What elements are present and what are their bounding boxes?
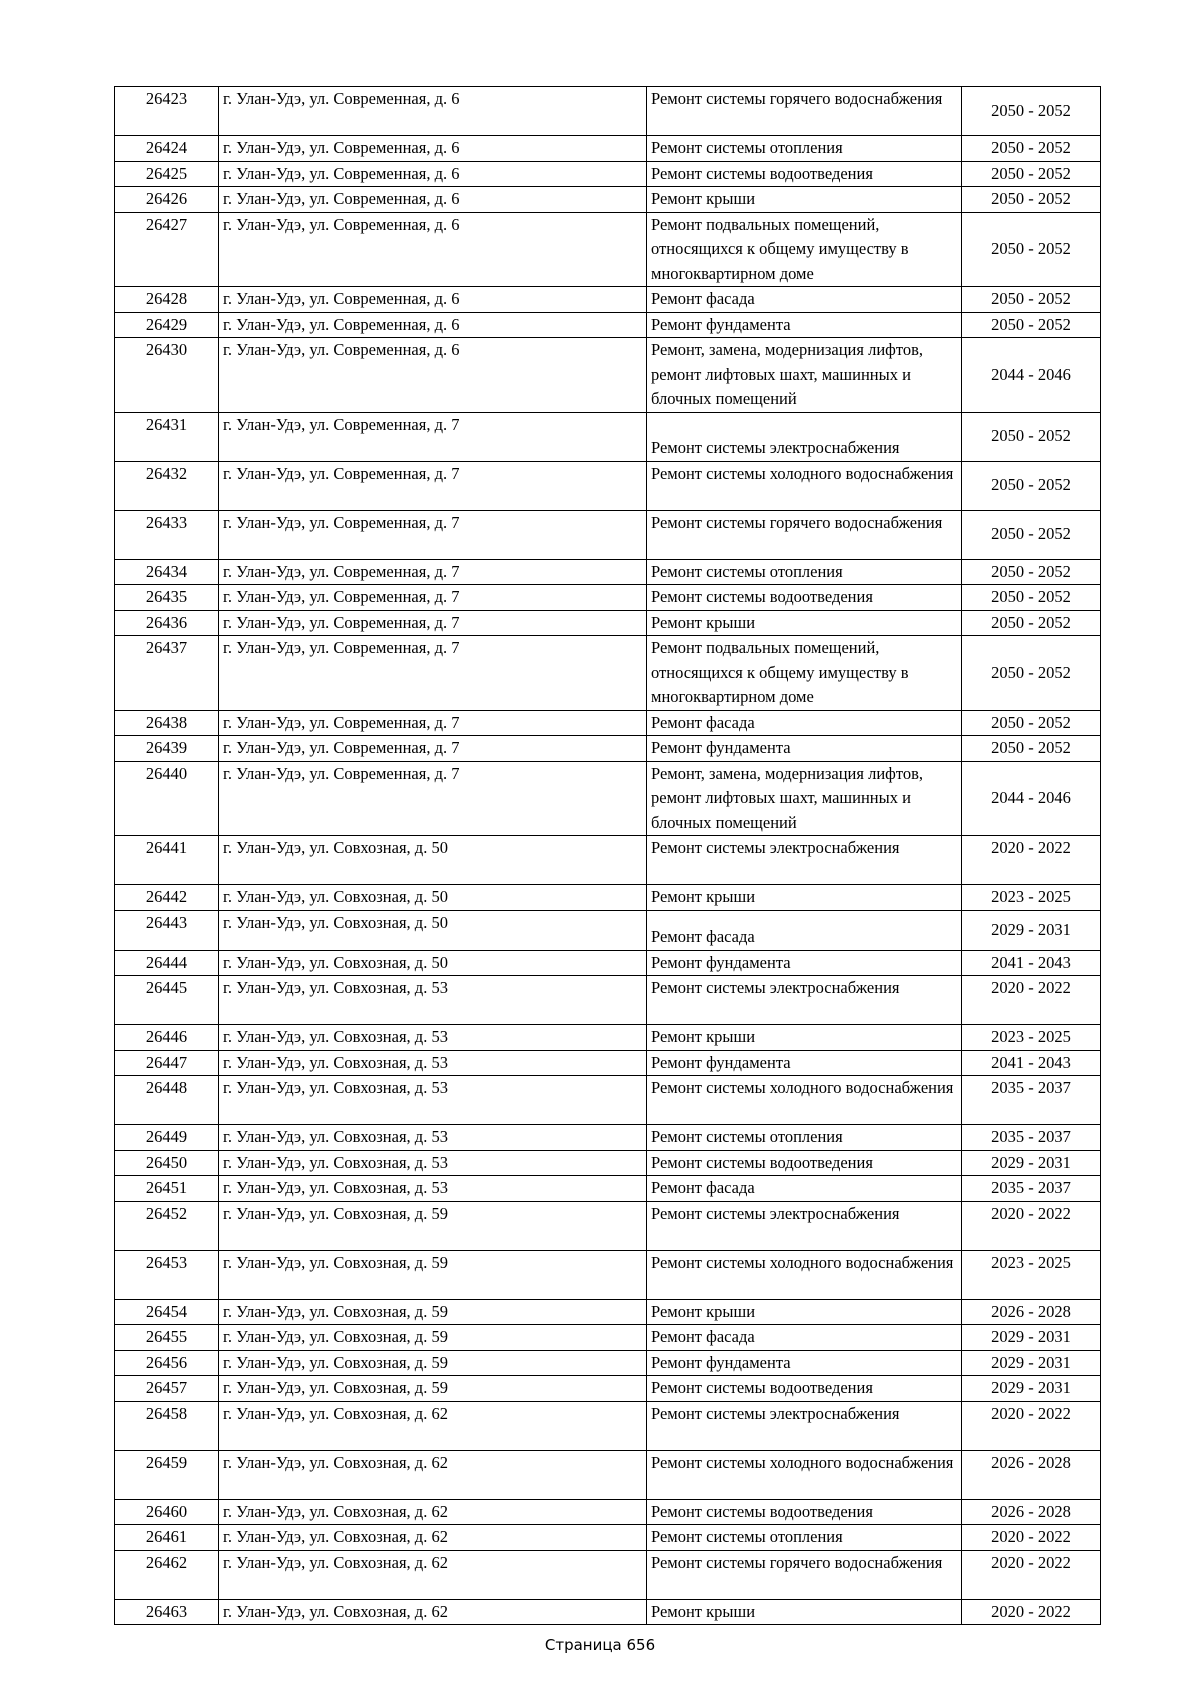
row-id-cell: 26442 — [115, 885, 219, 911]
period-cell: 2023 - 2025 — [962, 885, 1101, 911]
address-cell: г. Улан-Удэ, ул. Совхозная, д. 50 — [219, 885, 647, 911]
table-row — [115, 1076, 1101, 1125]
period-cell: 2050 - 2052 — [962, 636, 1101, 711]
row-id-cell: 26452 — [115, 1201, 219, 1250]
address-cell: г. Улан-Удэ, ул. Современная, д. 6 — [219, 212, 647, 287]
table-row — [115, 736, 1101, 762]
period-cell: 2020 - 2022 — [962, 1201, 1101, 1250]
table-row — [115, 910, 1101, 950]
work-type-cell: Ремонт системы водоотведения — [647, 585, 962, 611]
work-type-cell: Ремонт системы холодного водоснабжения — [647, 1076, 962, 1125]
address-cell: г. Улан-Удэ, ул. Совхозная, д. 53 — [219, 1150, 647, 1176]
row-id-cell: 26446 — [115, 1025, 219, 1051]
period-cell: 2029 - 2031 — [962, 1150, 1101, 1176]
work-type-cell: Ремонт системы водоотведения — [647, 1376, 962, 1402]
address-cell: г. Улан-Удэ, ул. Совхозная, д. 62 — [219, 1550, 647, 1599]
row-id-cell: 26454 — [115, 1299, 219, 1325]
period-cell: 2041 - 2043 — [962, 1050, 1101, 1076]
row-id-cell: 26434 — [115, 559, 219, 585]
work-type-cell: Ремонт крыши — [647, 1599, 962, 1625]
period-cell: 2041 - 2043 — [962, 950, 1101, 976]
address-cell: г. Улан-Удэ, ул. Современная, д. 7 — [219, 510, 647, 559]
work-type-cell: Ремонт фундамента — [647, 950, 962, 976]
period-cell: 2050 - 2052 — [962, 559, 1101, 585]
row-id-cell: 26430 — [115, 338, 219, 413]
row-id-cell: 26424 — [115, 136, 219, 162]
address-cell: г. Улан-Удэ, ул. Современная, д. 6 — [219, 338, 647, 413]
work-type-cell: Ремонт фасада — [647, 710, 962, 736]
period-cell: 2044 - 2046 — [962, 338, 1101, 413]
address-cell: г. Улан-Удэ, ул. Современная, д. 7 — [219, 710, 647, 736]
address-cell: г. Улан-Удэ, ул. Современная, д. 7 — [219, 610, 647, 636]
table-row — [115, 510, 1101, 559]
table-row — [115, 1050, 1101, 1076]
period-cell: 2044 - 2046 — [962, 761, 1101, 836]
table-row — [115, 1325, 1101, 1351]
work-type-cell: Ремонт подвальных помещений, относящихся к общему имуществу в многоквартирном доме — [647, 636, 962, 711]
period-cell: 2050 - 2052 — [962, 510, 1101, 559]
table-row — [115, 610, 1101, 636]
work-type-cell: Ремонт фасада — [647, 1176, 962, 1202]
row-id-cell: 26455 — [115, 1325, 219, 1351]
period-cell: 2020 - 2022 — [962, 1550, 1101, 1599]
row-id-cell: 26458 — [115, 1401, 219, 1450]
work-type-cell: Ремонт фундамента — [647, 1350, 962, 1376]
address-cell: г. Улан-Удэ, ул. Совхозная, д. 59 — [219, 1376, 647, 1402]
row-id-cell: 26449 — [115, 1125, 219, 1151]
work-type-cell: Ремонт системы электроснабжения — [647, 836, 962, 885]
period-cell: 2050 - 2052 — [962, 212, 1101, 287]
work-type-cell: Ремонт системы водоотведения — [647, 161, 962, 187]
period-cell: 2023 - 2025 — [962, 1250, 1101, 1299]
period-cell: 2050 - 2052 — [962, 412, 1101, 461]
period-cell: 2050 - 2052 — [962, 136, 1101, 162]
address-cell: г. Улан-Удэ, ул. Совхозная, д. 53 — [219, 1025, 647, 1051]
work-type-cell: Ремонт фасада — [647, 910, 962, 950]
period-cell: 2050 - 2052 — [962, 87, 1101, 136]
row-id-cell: 26423 — [115, 87, 219, 136]
work-type-cell: Ремонт системы водоотведения — [647, 1150, 962, 1176]
row-id-cell: 26460 — [115, 1499, 219, 1525]
period-cell: 2020 - 2022 — [962, 976, 1101, 1025]
table-row — [115, 187, 1101, 213]
table-row — [115, 1376, 1101, 1402]
address-cell: г. Улан-Удэ, ул. Современная, д. 6 — [219, 87, 647, 136]
row-id-cell: 26461 — [115, 1525, 219, 1551]
work-type-cell: Ремонт системы отопления — [647, 136, 962, 162]
work-type-cell: Ремонт системы электроснабжения — [647, 412, 962, 461]
row-id-cell: 26439 — [115, 736, 219, 762]
period-cell: 2050 - 2052 — [962, 610, 1101, 636]
work-type-cell: Ремонт фундамента — [647, 1050, 962, 1076]
work-type-cell: Ремонт системы горячего водоснабжения — [647, 510, 962, 559]
table-row — [115, 1550, 1101, 1599]
table-row — [115, 710, 1101, 736]
row-id-cell: 26425 — [115, 161, 219, 187]
period-cell: 2050 - 2052 — [962, 585, 1101, 611]
row-id-cell: 26429 — [115, 312, 219, 338]
work-type-cell: Ремонт крыши — [647, 1299, 962, 1325]
row-id-cell: 26432 — [115, 461, 219, 510]
row-id-cell: 26444 — [115, 950, 219, 976]
address-cell: г. Улан-Удэ, ул. Совхозная, д. 53 — [219, 976, 647, 1025]
address-cell: г. Улан-Удэ, ул. Совхозная, д. 62 — [219, 1450, 647, 1499]
address-cell: г. Улан-Удэ, ул. Совхозная, д. 62 — [219, 1401, 647, 1450]
table-row — [115, 1150, 1101, 1176]
row-id-cell: 26459 — [115, 1450, 219, 1499]
address-cell: г. Улан-Удэ, ул. Современная, д. 7 — [219, 736, 647, 762]
period-cell: 2050 - 2052 — [962, 461, 1101, 510]
row-id-cell: 26428 — [115, 287, 219, 313]
row-id-cell: 26431 — [115, 412, 219, 461]
address-cell: г. Улан-Удэ, ул. Совхозная, д. 62 — [219, 1499, 647, 1525]
period-cell: 2050 - 2052 — [962, 187, 1101, 213]
row-id-cell: 26426 — [115, 187, 219, 213]
address-cell: г. Улан-Удэ, ул. Совхозная, д. 62 — [219, 1599, 647, 1625]
work-type-cell: Ремонт системы отопления — [647, 559, 962, 585]
table-row — [115, 312, 1101, 338]
row-id-cell: 26462 — [115, 1550, 219, 1599]
period-cell: 2035 - 2037 — [962, 1076, 1101, 1125]
period-cell: 2050 - 2052 — [962, 161, 1101, 187]
table-row — [115, 761, 1101, 836]
work-type-cell: Ремонт системы холодного водоснабжения — [647, 1250, 962, 1299]
address-cell: г. Улан-Удэ, ул. Совхозная, д. 62 — [219, 1525, 647, 1551]
period-cell: 2026 - 2028 — [962, 1450, 1101, 1499]
table-row — [115, 412, 1101, 461]
period-cell: 2035 - 2037 — [962, 1125, 1101, 1151]
work-type-cell: Ремонт крыши — [647, 187, 962, 213]
period-cell: 2029 - 2031 — [962, 1350, 1101, 1376]
period-cell: 2050 - 2052 — [962, 287, 1101, 313]
work-type-cell: Ремонт фасада — [647, 287, 962, 313]
table-row — [115, 950, 1101, 976]
row-id-cell: 26453 — [115, 1250, 219, 1299]
period-cell: 2029 - 2031 — [962, 1325, 1101, 1351]
address-cell: г. Улан-Удэ, ул. Совхозная, д. 59 — [219, 1325, 647, 1351]
table-row — [115, 1025, 1101, 1051]
address-cell: г. Улан-Удэ, ул. Современная, д. 6 — [219, 136, 647, 162]
table-row — [115, 338, 1101, 413]
table-row — [115, 1176, 1101, 1202]
address-cell: г. Улан-Удэ, ул. Совхозная, д. 59 — [219, 1350, 647, 1376]
work-type-cell: Ремонт, замена, модернизация лифтов, ремонт лифтовых шахт, машинных и блочных помещений — [647, 761, 962, 836]
work-type-cell: Ремонт системы электроснабжения — [647, 976, 962, 1025]
row-id-cell: 26445 — [115, 976, 219, 1025]
address-cell: г. Улан-Удэ, ул. Совхозная, д. 50 — [219, 910, 647, 950]
row-id-cell: 26448 — [115, 1076, 219, 1125]
address-cell: г. Улан-Удэ, ул. Современная, д. 7 — [219, 412, 647, 461]
table-row — [115, 461, 1101, 510]
row-id-cell: 26427 — [115, 212, 219, 287]
address-cell: г. Улан-Удэ, ул. Совхозная, д. 59 — [219, 1250, 647, 1299]
address-cell: г. Улан-Удэ, ул. Совхозная, д. 53 — [219, 1176, 647, 1202]
work-type-cell: Ремонт системы горячего водоснабжения — [647, 87, 962, 136]
table-row — [115, 1250, 1101, 1299]
work-type-cell: Ремонт системы отопления — [647, 1125, 962, 1151]
address-cell: г. Улан-Удэ, ул. Совхозная, д. 59 — [219, 1299, 647, 1325]
address-cell: г. Улан-Удэ, ул. Современная, д. 7 — [219, 585, 647, 611]
period-cell: 2020 - 2022 — [962, 1401, 1101, 1450]
row-id-cell: 26456 — [115, 1350, 219, 1376]
table-row — [115, 836, 1101, 885]
row-id-cell: 26450 — [115, 1150, 219, 1176]
period-cell: 2023 - 2025 — [962, 1025, 1101, 1051]
table-row — [115, 1499, 1101, 1525]
table-row — [115, 1350, 1101, 1376]
row-id-cell: 26457 — [115, 1376, 219, 1402]
page-number: Страница 656 — [544, 1636, 656, 1654]
address-cell: г. Улан-Удэ, ул. Современная, д. 7 — [219, 761, 647, 836]
work-type-cell: Ремонт крыши — [647, 610, 962, 636]
period-cell: 2035 - 2037 — [962, 1176, 1101, 1202]
table-row — [115, 1299, 1101, 1325]
address-cell: г. Улан-Удэ, ул. Совхозная, д. 59 — [219, 1201, 647, 1250]
work-type-cell: Ремонт фундамента — [647, 736, 962, 762]
period-cell: 2020 - 2022 — [962, 836, 1101, 885]
period-cell: 2050 - 2052 — [962, 710, 1101, 736]
table-row — [115, 1450, 1101, 1499]
table-body — [115, 87, 1101, 1625]
period-cell: 2026 - 2028 — [962, 1499, 1101, 1525]
work-type-cell: Ремонт, замена, модернизация лифтов, ремонт лифтовых шахт, машинных и блочных помещений — [647, 338, 962, 413]
row-id-cell: 26451 — [115, 1176, 219, 1202]
period-cell: 2020 - 2022 — [962, 1599, 1101, 1625]
table-row — [115, 161, 1101, 187]
table-row — [115, 1401, 1101, 1450]
address-cell: г. Улан-Удэ, ул. Современная, д. 7 — [219, 636, 647, 711]
address-cell: г. Улан-Удэ, ул. Современная, д. 6 — [219, 161, 647, 187]
table-row — [115, 212, 1101, 287]
address-cell: г. Улан-Удэ, ул. Совхозная, д. 53 — [219, 1125, 647, 1151]
work-type-cell: Ремонт системы электроснабжения — [647, 1201, 962, 1250]
row-id-cell: 26433 — [115, 510, 219, 559]
table-row — [115, 585, 1101, 611]
row-id-cell: 26438 — [115, 710, 219, 736]
work-type-cell: Ремонт системы горячего водоснабжения — [647, 1550, 962, 1599]
row-id-cell: 26447 — [115, 1050, 219, 1076]
repair-schedule-table — [114, 86, 1101, 1625]
period-cell: 2029 - 2031 — [962, 1376, 1101, 1402]
work-type-cell: Ремонт подвальных помещений, относящихся к общему имуществу в многоквартирном доме — [647, 212, 962, 287]
address-cell: г. Улан-Удэ, ул. Современная, д. 7 — [219, 461, 647, 510]
address-cell: г. Улан-Удэ, ул. Современная, д. 6 — [219, 287, 647, 313]
row-id-cell: 26435 — [115, 585, 219, 611]
address-cell: г. Улан-Удэ, ул. Совхозная, д. 50 — [219, 836, 647, 885]
table-row — [115, 636, 1101, 711]
work-type-cell: Ремонт системы холодного водоснабжения — [647, 461, 962, 510]
table-row — [115, 287, 1101, 313]
period-cell: 2050 - 2052 — [962, 312, 1101, 338]
address-cell: г. Улан-Удэ, ул. Совхозная, д. 50 — [219, 950, 647, 976]
table-row — [115, 976, 1101, 1025]
table-row — [115, 1525, 1101, 1551]
period-cell: 2050 - 2052 — [962, 736, 1101, 762]
table-row — [115, 559, 1101, 585]
work-type-cell: Ремонт крыши — [647, 1025, 962, 1051]
address-cell: г. Улан-Удэ, ул. Современная, д. 7 — [219, 559, 647, 585]
work-type-cell: Ремонт системы отопления — [647, 1525, 962, 1551]
row-id-cell: 26436 — [115, 610, 219, 636]
address-cell: г. Улан-Удэ, ул. Современная, д. 6 — [219, 187, 647, 213]
table-row — [115, 87, 1101, 136]
address-cell: г. Улан-Удэ, ул. Совхозная, д. 53 — [219, 1076, 647, 1125]
row-id-cell: 26441 — [115, 836, 219, 885]
work-type-cell: Ремонт фасада — [647, 1325, 962, 1351]
work-type-cell: Ремонт системы холодного водоснабжения — [647, 1450, 962, 1499]
row-id-cell: 26437 — [115, 636, 219, 711]
table-row — [115, 1201, 1101, 1250]
address-cell: г. Улан-Удэ, ул. Современная, д. 6 — [219, 312, 647, 338]
work-type-cell: Ремонт крыши — [647, 885, 962, 911]
table-row — [115, 885, 1101, 911]
period-cell: 2029 - 2031 — [962, 910, 1101, 950]
table-row — [115, 136, 1101, 162]
row-id-cell: 26463 — [115, 1599, 219, 1625]
period-cell: 2026 - 2028 — [962, 1299, 1101, 1325]
address-cell: г. Улан-Удэ, ул. Совхозная, д. 53 — [219, 1050, 647, 1076]
row-id-cell: 26443 — [115, 910, 219, 950]
row-id-cell: 26440 — [115, 761, 219, 836]
period-cell: 2020 - 2022 — [962, 1525, 1101, 1551]
work-type-cell: Ремонт системы водоотведения — [647, 1499, 962, 1525]
work-type-cell: Ремонт фундамента — [647, 312, 962, 338]
work-type-cell: Ремонт системы электроснабжения — [647, 1401, 962, 1450]
table-row — [115, 1125, 1101, 1151]
table-row — [115, 1599, 1101, 1625]
